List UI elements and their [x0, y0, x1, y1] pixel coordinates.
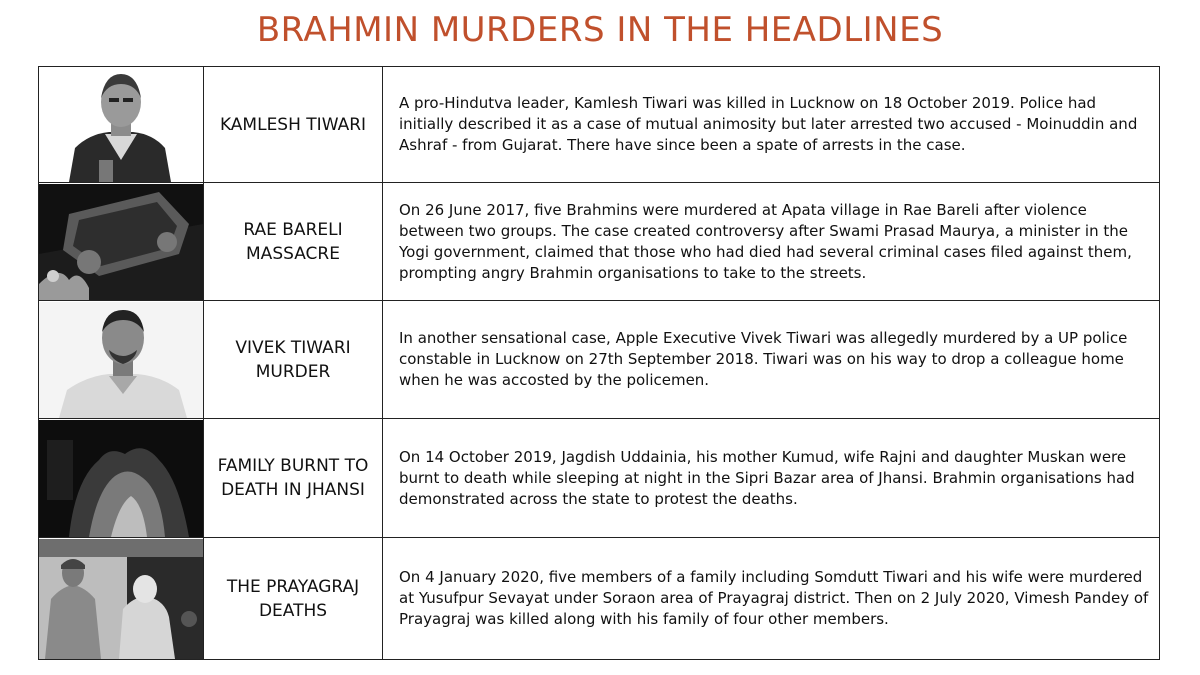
row-name: FAMILY BURNT TO DEATH IN JHANSI: [204, 419, 383, 538]
portrait-photo: [39, 302, 203, 418]
row-name: VIVEK TIWARI MURDER: [204, 301, 383, 419]
row-photo: [39, 538, 204, 660]
row-name: THE PRAYAGRAJ DEATHS: [204, 538, 383, 660]
table-row: [39, 419, 1160, 538]
portrait-photo: [39, 68, 203, 182]
headlines-table: [38, 66, 1160, 660]
row-photo: [39, 67, 204, 183]
police-photo: [39, 539, 203, 659]
page-title: BRAHMIN MURDERS IN THE HEADLINES: [256, 10, 944, 50]
table-row: [39, 183, 1160, 301]
row-description: On 4 January 2020, five members of a family including Somdutt Tiwari and his wife were murdered at Yusufpur Sevayat under Soraon area of Prayagraj district. Then on 2 July 2020, Vimesh Pandey of Prayagraj was killed along with his family of four other members.: [383, 538, 1160, 660]
row-description: On 14 October 2019, Jagdish Uddainia, his mother Kumud, wife Rajni and daughter Muskan were burnt to death while sleeping at night in the Sipri Bazar area of Jhansi. Brahmin organisations had demonstrated across the state to protest the deaths.: [383, 419, 1160, 538]
table-row: [39, 67, 1160, 183]
row-description: A pro-Hindutva leader, Kamlesh Tiwari was killed in Lucknow on 18 October 2019. Police had initially described it as a case of mutual animosity but later arrested two accused - Moinuddin and Ashraf - from Gujarat. There have since been a spate of arrests in the case.: [383, 67, 1160, 183]
row-description: On 26 June 2017, five Brahmins were murdered at Apata village in Rae Bareli after violence between two groups. The case created controversy after Swami Prasad Maurya, a minister in the Yogi government, claimed that those who had died had several criminal cases filed against them, prompting angry Brahmin organisations to take to the streets.: [383, 183, 1160, 301]
burnt-vehicle-photo: [39, 184, 203, 300]
row-name: RAE BARELI MASSACRE: [204, 183, 383, 301]
row-photo: [39, 183, 204, 301]
row-photo: [39, 301, 204, 419]
fire-photo: [39, 420, 203, 537]
row-photo: [39, 419, 204, 538]
table-row: [39, 301, 1160, 419]
row-name: KAMLESH TIWARI: [204, 67, 383, 183]
row-description: In another sensational case, Apple Executive Vivek Tiwari was allegedly murdered by a UP police constable in Lucknow on 27th September 2018. Tiwari was on his way to drop a colleague home when he was accosted by the policemen.: [383, 301, 1160, 419]
table-row: [39, 538, 1160, 660]
